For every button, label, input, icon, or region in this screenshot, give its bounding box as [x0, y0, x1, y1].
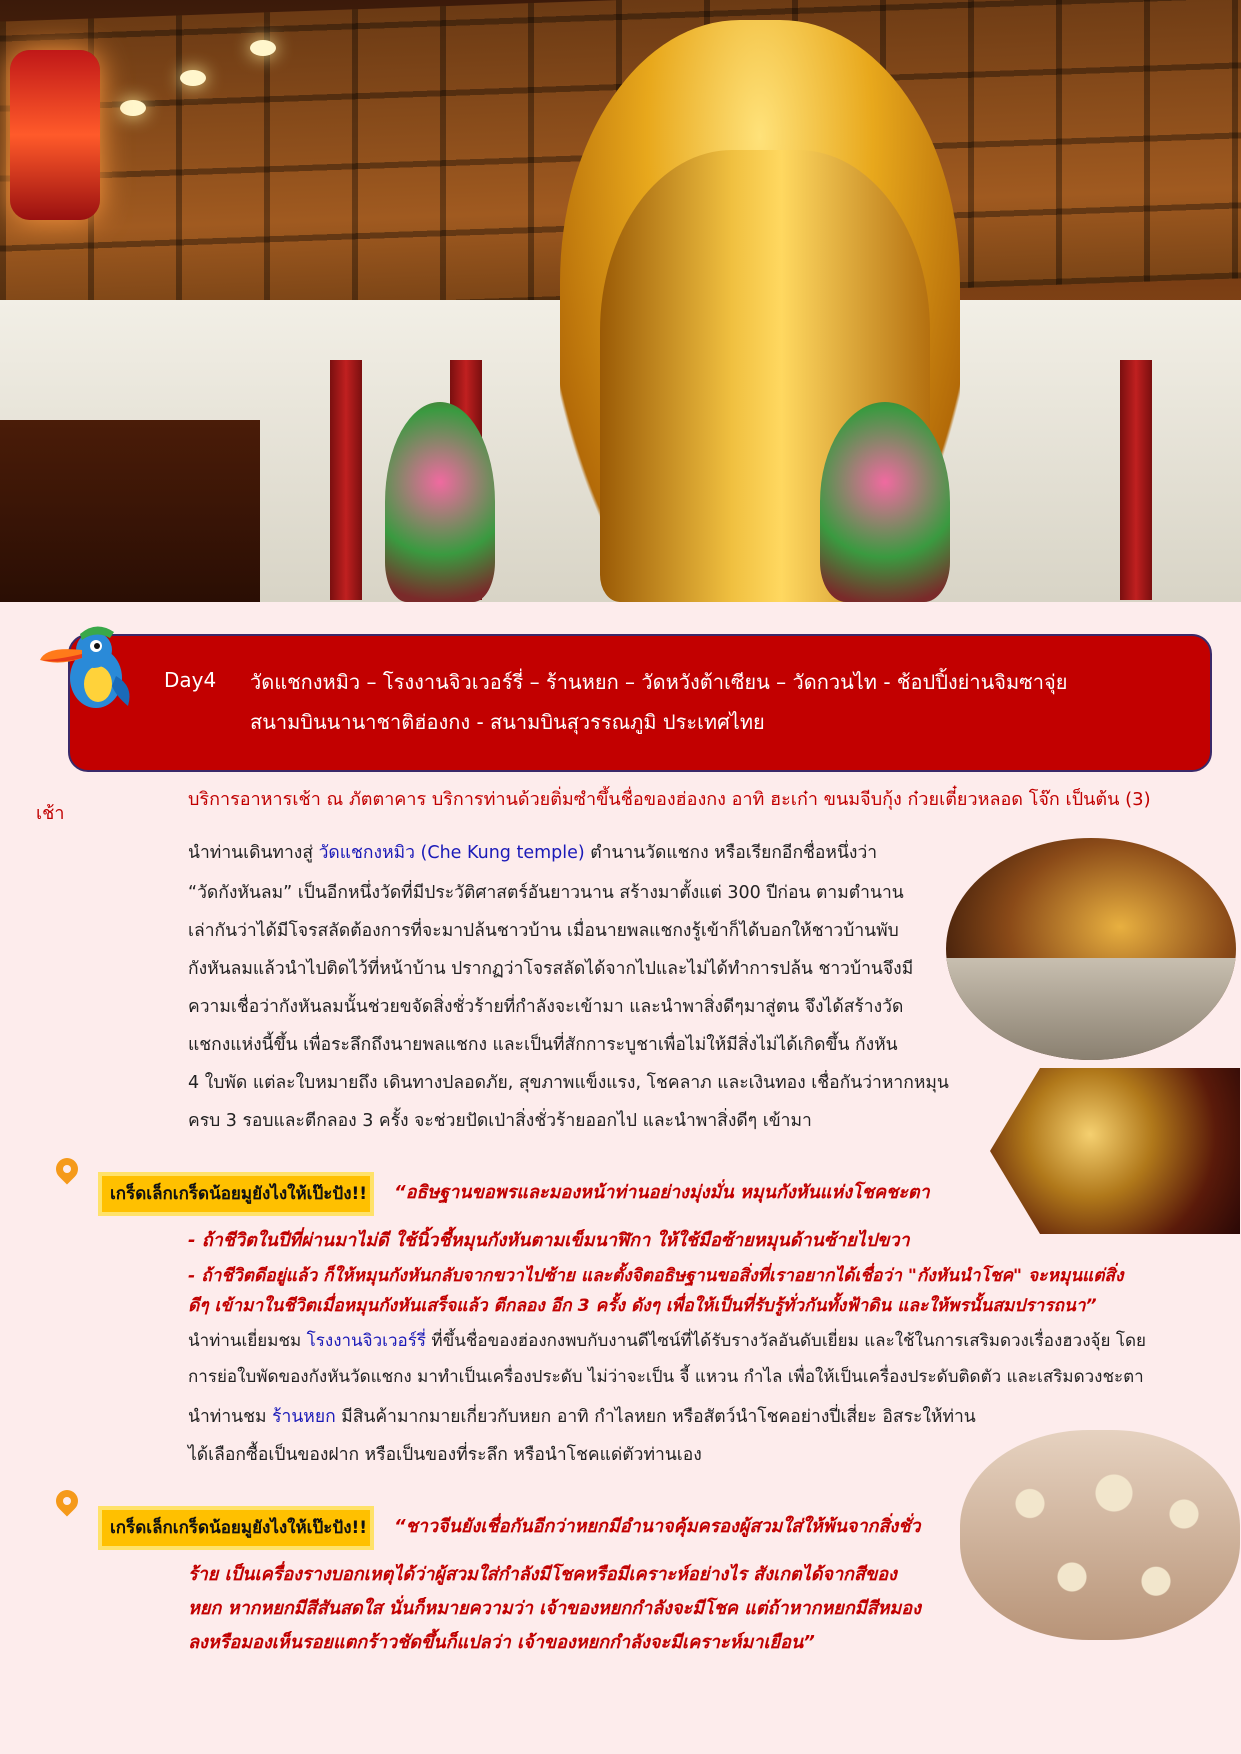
toucan-mascot-icon	[36, 616, 136, 716]
hero-floral-wreath	[385, 402, 495, 602]
hero-pillar	[1120, 360, 1152, 600]
chekung-line: ความเชื่อว่ากังหันลมนั้นช่วยขจัดสิ่งชั่วร้ายที่กำลังจะเข้ามา และนำพาสิ่งดีๆมาสู่ตน จึงได้สร้างวัด	[188, 997, 904, 1017]
chekung-temple-photo	[946, 838, 1236, 1060]
chekung-line: 4 ใบพัด แต่ละใบหมายถึง เดินทางปลอดภัย, สุขภาพแข็งแรง, โชคลาภ และเงินทอง เชื่อกันว่าหากหมุน	[188, 1073, 949, 1093]
hero-pillar	[330, 360, 362, 600]
day-label: Day4	[164, 668, 217, 692]
hero-lantern	[10, 50, 100, 220]
hero-photo-che-kung-statue	[0, 0, 1241, 602]
breakfast-text: บริการอาหารเช้า ณ ภัตตาคาร บริการท่านด้วยติ่มซำขึ้นชื่อของฮ่องกง อาทิ ฮะเก๋า ขนมจีบกุ้ง ก๋วยเตี๋ยวหลอด โจ๊ก เป็นต้น (3)	[188, 789, 1151, 810]
tip-label-box: เกร็ดเล็กเกร็ดน้อยมูยังไงให้เป๊ะปัง!!	[98, 1506, 374, 1550]
itinerary-line-1: วัดแชกงหมิว – โรงงานจิวเวอร์รี่ – ร้านหยก – วัดหวังต้าเซียน – วัดกวนไท - ช้อปปิ้งย่านจิมซาจุ่ย	[250, 670, 1068, 694]
location-pin-icon	[51, 1153, 82, 1184]
hero-balcony	[0, 420, 260, 602]
hero-lamp	[250, 40, 276, 56]
hero-floral-wreath	[820, 402, 950, 602]
jewelry-line: การย่อใบพัดของกังหันวัดแชกง มาทำเป็นเครื่องประดับ ไม่ว่าจะเป็น จี้ แหวน กำไล เพื่อให้เป็นเครื่องประดับติดตัว และเสริมดวงชะตา	[188, 1367, 1144, 1387]
location-pin-icon	[51, 1485, 82, 1516]
chekung-line: กังหันลมแล้วนำไปติดไว้ที่หน้าบ้าน ปรากฏว่าโจรสลัดได้จากไปและไม่ได้ทำการปล้น ชาวบ้านจึงมี	[188, 959, 914, 979]
jade-shop-name: ร้านหยก	[272, 1407, 336, 1427]
tip1-line: - ถ้าชีวิตดีอยู่แล้ว ก็ให้หมุนกังหันกลับจากขวาไปซ้าย และตั้งจิตอธิษฐานขอสิ่งที่เราอยากได้เชื่อว่า "กังหันนำโชค" จะหมุนแต่สิ่ง	[188, 1266, 1124, 1286]
chekung-intro: นำท่านเดินทางสู่ วัดแชกงหมิว (Che Kung temple) ตำนานวัดแชกง หรือเรียกอีกชื่อหนึ่งว่า	[188, 843, 878, 863]
jewelry-factory-name: โรงงานจิวเวอร์รี่	[306, 1331, 427, 1351]
chekung-line: เล่ากันว่าได้มีโจรสลัดต้องการที่จะมาปล้นชาวบ้าน เมื่อนายพลแชกงรู้เข้าก็ได้บอกให้ชาวบ้านพับ	[188, 921, 899, 941]
morning-label: เช้า	[36, 803, 65, 824]
chekung-line: “วัดกังหันลม” เป็นอีกหนึ่งวัดที่มีประวัติศาสตร์อันยาวนาน สร้างมาตั้งแต่ 300 ปีก่อน ตามตำนาน	[188, 883, 904, 903]
jewelry-paragraph: นำท่านเยี่ยมชม โรงงานจิวเวอร์รี่ ที่ขึ้นชื่อของฮ่องกงพบกับงานดีไซน์ที่ได้รับรางวัลอันดับเยี่ยม และใช้ในการเสริมดวงเรื่องฮวงจุ้ย โดย	[188, 1331, 1146, 1351]
hero-lamp	[120, 100, 146, 116]
tip-label-box: เกร็ดเล็กเกร็ดน้อยมูยังไงให้เป๊ะปัง!!	[98, 1172, 374, 1216]
hero-lamp	[180, 70, 206, 86]
tip2-line: หยก หากหยกมีสีสันสดใส นั่นก็หมายความว่า เจ้าของหยกกำลังจะมีโชค แต่ถ้าหากหยกมีสีหมอง	[188, 1598, 921, 1619]
tip2-line: ลงหรือมองเห็นรอยแตกร้าวชัดขึ้นก็แปลว่า เจ้าของหยกกำลังจะมีเคราะห์มาเยือน”	[188, 1632, 815, 1653]
tip1-line: ดีๆ เข้ามาในชีวิตเมื่อหมุนกังหันเสร็จแล้ว ตีกลอง อีก 3 ครั้ง ดังๆ เพื่อให้เป็นที่รับรู้ทั่วกันทั้งฟ้าดิน และให้พรนั้นสมปรารถนา”	[188, 1296, 1097, 1316]
tip2-line: ร้าย เป็นเครื่องรางบอกเหตุได้ว่าผู้สวมใส่กำลังมีโชคหรือมีเคราะห์อย่างไร สังเกตได้จากสีของ	[188, 1564, 897, 1585]
tip2-headline: “ชาวจีนยังเชื่อกันอีกว่าหยกมีอำนาจคุ้มครองผู้สวมใส่ให้พ้นจากสิ่งชั่ว	[394, 1516, 921, 1537]
tip1-headline: “อธิษฐานขอพรและมองหน้าท่านอย่างมุ่งมั่น หมุนกังหันแห่งโชคชะตา	[394, 1182, 930, 1203]
chekung-line: แชกงแห่งนี้ขึ้น เพื่อระลึกถึงนายพลแชกง และเป็นที่สักการะบูชาเพื่อไม่ให้มีสิ่งไม่ได้เกิดขึ้น กังหัน	[188, 1035, 898, 1055]
jade-line: ได้เลือกซื้อเป็นของฝาก หรือเป็นของที่ระลึก หรือนำโชคแด่ตัวท่านเอง	[188, 1445, 702, 1465]
day-banner	[68, 634, 1212, 772]
chekung-line: ครบ 3 รอบและตีกลอง 3 ครั้ง จะช่วยปัดเป่าสิ่งชั่วร้ายออกไป และนำพาสิ่งดีๆ เข้ามา	[188, 1111, 812, 1131]
windmill-pinwheel-photo	[990, 1068, 1240, 1234]
chekung-temple-name: วัดแชกงหมิว (Che Kung temple)	[318, 843, 585, 863]
jewelry-display-photo	[960, 1430, 1240, 1640]
tip1-line: - ถ้าชีวิตในปีที่ผ่านมาไม่ดี ใช้นิ้วชี้หมุนกังหันตามเข็มนาฬิกา ให้ใช้มือซ้ายหมุนด้านซ้ายไปขวา	[188, 1230, 910, 1251]
itinerary-line-2: สนามบินนานาชาติฮ่องกง - สนามบินสุวรรณภูมิ ประเทศไทย	[250, 710, 765, 734]
jade-paragraph: นำท่านชม ร้านหยก มีสินค้ามากมายเกี่ยวกับหยก อาทิ กำไลหยก หรือสัตว์นำโชคอย่างปี่เสี่ยะ อิสระให้ท่าน	[188, 1407, 976, 1427]
